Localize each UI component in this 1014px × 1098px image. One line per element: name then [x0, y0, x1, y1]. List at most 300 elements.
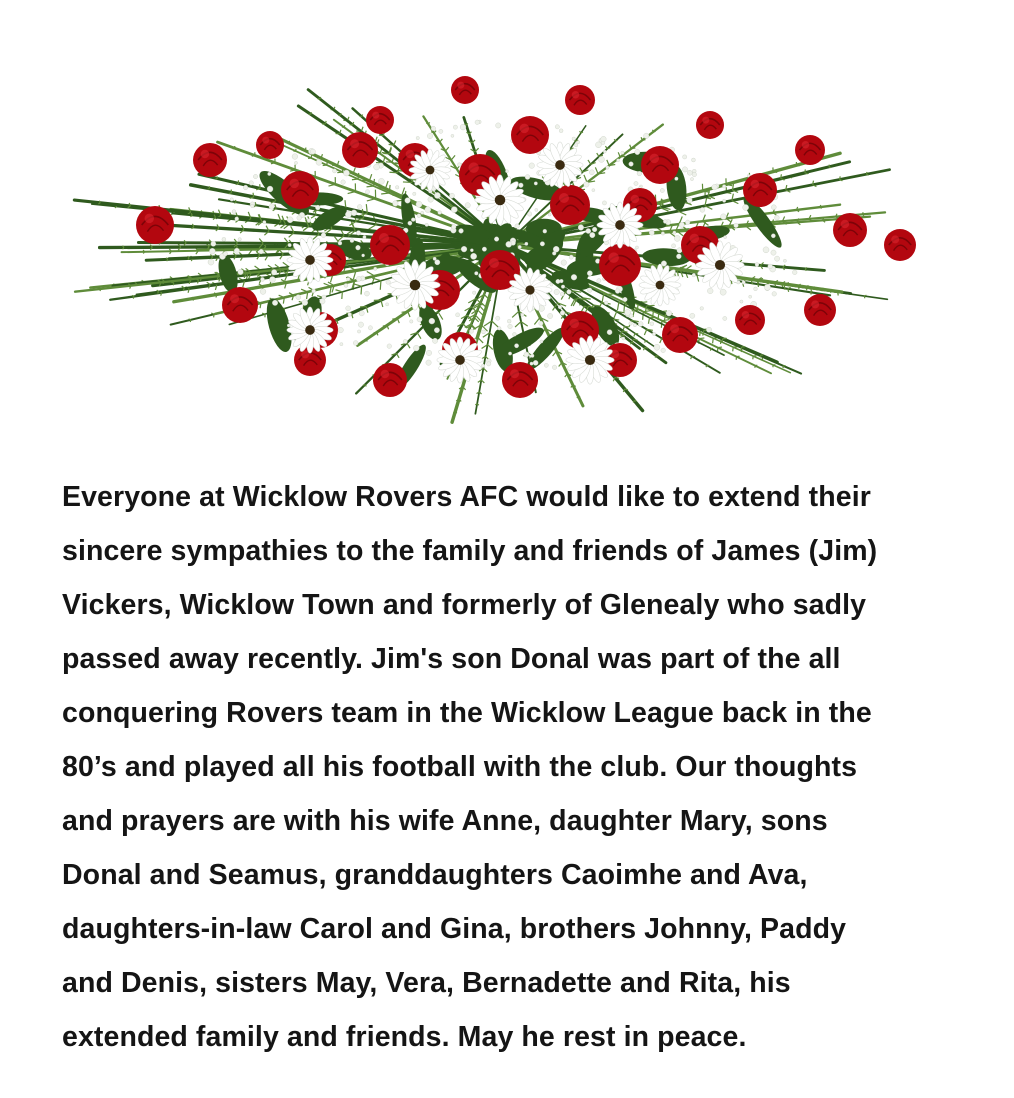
- fern-leaf: [699, 338, 704, 339]
- gypsophila-bud: [288, 243, 291, 246]
- gypsophila-bud: [508, 352, 511, 355]
- fern-leaf: [434, 131, 436, 133]
- fern-leaf: [713, 338, 714, 343]
- gypsophila-bud: [358, 322, 363, 327]
- gypsophila-bud: [561, 260, 566, 265]
- gypsophila-bud: [253, 174, 257, 178]
- fern-leaf: [358, 173, 359, 179]
- fern-leaf: [445, 147, 448, 151]
- gypsophila-bud: [692, 172, 696, 176]
- gypsophila-bud: [296, 295, 301, 300]
- gypsophila-bud: [597, 279, 601, 283]
- fern-leaf: [207, 188, 209, 189]
- fern-leaf: [652, 130, 653, 132]
- gypsophila-bud: [625, 309, 631, 315]
- fern-leaf: [512, 311, 519, 317]
- gypsophila-bud: [560, 311, 565, 316]
- gypsophila-bud: [439, 129, 443, 133]
- gypsophila-bud: [635, 149, 640, 154]
- gypsophila-bud: [451, 134, 454, 137]
- fern-leaf: [862, 212, 863, 214]
- gypsophila-bud: [512, 332, 516, 336]
- fern-leaf: [467, 315, 472, 320]
- gypsophila-bud: [294, 161, 297, 164]
- gypsophila-bud: [472, 291, 475, 294]
- gypsophila-bud: [208, 259, 214, 265]
- fern-leaf: [733, 347, 734, 351]
- gypsophila-bud: [559, 129, 563, 133]
- gypsophila-bud: [507, 319, 511, 323]
- gypsophila-bud: [393, 201, 399, 207]
- gypsophila-bud: [356, 245, 361, 250]
- gypsophila-bud: [230, 198, 233, 201]
- fern-leaf: [344, 125, 345, 127]
- gypsophila-bud: [590, 232, 595, 237]
- gypsophila-bud: [587, 271, 592, 276]
- fern-leaf: [342, 167, 343, 172]
- gypsophila-bud: [634, 181, 638, 185]
- gypsophila-bud: [540, 242, 544, 246]
- gypsophila-bud: [679, 222, 684, 227]
- gypsophila-bud: [531, 354, 535, 358]
- gypsophila-bud: [629, 162, 634, 167]
- fern-leaf: [337, 172, 342, 173]
- fern-leaf: [214, 314, 215, 317]
- fern-leaf: [158, 291, 159, 293]
- gypsophila-bud: [429, 318, 435, 324]
- fern-leaf: [652, 311, 653, 319]
- gerbera: [437, 337, 483, 383]
- fern-leaf: [660, 338, 662, 343]
- gypsophila-bud: [505, 170, 508, 173]
- gypsophila-bud: [312, 289, 316, 293]
- gypsophila-bud: [676, 254, 681, 259]
- gypsophila-bud: [460, 124, 466, 130]
- gypsophila-bud: [673, 231, 676, 234]
- gypsophila-bud: [548, 213, 551, 216]
- message-line: conquering Rovers team in the Wicklow League back in the: [62, 697, 872, 729]
- gypsophila-bud: [544, 363, 548, 367]
- gypsophila-bud: [700, 207, 705, 212]
- rose: [511, 116, 549, 154]
- gypsophila-bud: [539, 321, 543, 325]
- gypsophila-bud: [604, 301, 608, 305]
- gypsophila-bud: [652, 332, 655, 335]
- fern-leaf: [553, 351, 557, 356]
- fern-leaf: [478, 310, 483, 315]
- gypsophila-bud: [515, 224, 520, 229]
- fern-leaf: [615, 377, 619, 378]
- gypsophila-bud: [363, 235, 366, 238]
- gypsophila-bud: [411, 218, 415, 222]
- gypsophila-bud: [603, 150, 606, 153]
- gypsophila-bud: [514, 344, 518, 348]
- gerbera: [597, 202, 643, 248]
- gypsophila-bud: [771, 205, 776, 210]
- fern-leaf: [622, 335, 625, 336]
- fern-leaf: [383, 325, 387, 326]
- gypsophila-bud: [768, 264, 773, 269]
- fern-leaf: [189, 319, 191, 320]
- gypsophila-bud: [438, 211, 442, 215]
- gypsophila-bud: [416, 136, 419, 139]
- gypsophila-bud: [449, 193, 454, 198]
- gerbera: [287, 307, 333, 353]
- gypsophila-bud: [482, 330, 486, 334]
- gypsophila-bud: [783, 259, 786, 262]
- gypsophila-bud: [706, 327, 711, 332]
- gypsophila-bud: [712, 184, 718, 190]
- gypsophila-bud: [675, 177, 678, 180]
- gypsophila-bud: [209, 248, 215, 254]
- gypsophila-bud: [496, 123, 501, 128]
- fern-leaf: [706, 365, 707, 367]
- foliage: [74, 90, 889, 423]
- fern-leaf: [342, 292, 343, 299]
- gypsophila-bud: [481, 364, 485, 368]
- fern-leaf: [320, 97, 321, 99]
- fern-leaf: [614, 319, 619, 320]
- gypsophila-bud: [506, 241, 512, 247]
- fern-leaf: [369, 224, 377, 229]
- gypsophila-bud: [661, 348, 666, 353]
- fern-leaf: [741, 347, 742, 350]
- gypsophila-bud: [690, 178, 693, 181]
- gypsophila-bud: [268, 172, 271, 175]
- gypsophila-bud: [348, 313, 352, 317]
- gypsophila-bud: [602, 201, 606, 205]
- fern-leaf: [403, 182, 412, 183]
- gypsophila-bud: [586, 229, 591, 234]
- gypsophila-bud: [292, 154, 298, 160]
- gypsophila-bud: [287, 324, 290, 327]
- fern-leaf: [773, 172, 777, 173]
- gypsophila-bud: [650, 322, 654, 326]
- gypsophila-bud: [601, 136, 607, 142]
- gypsophila-bud: [524, 352, 529, 357]
- fern-leaf: [781, 174, 782, 178]
- gypsophila-bud: [574, 144, 577, 147]
- gypsophila-bud: [683, 155, 687, 159]
- gypsophila-bud: [365, 190, 369, 194]
- gypsophila-bud: [453, 125, 457, 129]
- gypsophila-bud: [403, 339, 407, 343]
- fern-leaf: [625, 326, 629, 327]
- gypsophila-bud: [533, 360, 538, 365]
- rose: [795, 135, 825, 165]
- gypsophila-bud: [550, 283, 553, 286]
- gypsophila-bud: [374, 164, 380, 170]
- gypsophila-bud: [527, 212, 531, 216]
- gypsophila-bud: [417, 317, 422, 322]
- gypsophila-bud: [427, 133, 432, 138]
- fern-leaf: [797, 165, 800, 166]
- gypsophila-bud: [556, 279, 560, 283]
- gypsophila-bud: [535, 208, 538, 211]
- gypsophila-bud: [687, 170, 692, 175]
- fern-leaf: [634, 333, 635, 336]
- fern-leaf: [407, 343, 410, 348]
- gypsophila-bud: [344, 283, 348, 287]
- fern-leaf: [607, 160, 609, 166]
- gypsophila-bud: [320, 299, 325, 304]
- fern-leaf: [352, 179, 358, 180]
- fern-leaf: [625, 389, 628, 390]
- gypsophila-bud: [386, 280, 390, 284]
- gerbera: [390, 260, 440, 310]
- rose: [804, 294, 836, 326]
- rose: [696, 111, 724, 139]
- gypsophila-bud: [723, 316, 727, 320]
- gypsophila-bud: [552, 365, 556, 369]
- gypsophila-bud: [475, 120, 480, 125]
- gypsophila-bud: [287, 217, 293, 223]
- gypsophila-bud: [249, 181, 253, 185]
- gypsophila-bud: [243, 185, 248, 190]
- gypsophila-bud: [347, 277, 350, 280]
- gypsophila-bud: [589, 170, 594, 175]
- gypsophila-bud: [357, 330, 360, 333]
- fern-leaf: [656, 356, 658, 357]
- gypsophila-bud: [772, 292, 777, 297]
- fern-leaf: [340, 113, 341, 115]
- rose: [370, 225, 410, 265]
- gypsophila-bud: [571, 274, 577, 280]
- gypsophila-bud: [469, 329, 473, 333]
- fern-leaf: [367, 271, 375, 276]
- fern-leaf: [580, 131, 581, 133]
- rose: [550, 185, 590, 225]
- fern-leaf: [645, 341, 646, 343]
- gypsophila-bud: [649, 230, 654, 235]
- gypsophila-bud: [654, 344, 660, 350]
- fern-leaf: [332, 165, 337, 166]
- gypsophila-bud: [341, 180, 346, 185]
- gypsophila-bud: [359, 311, 364, 316]
- rose: [373, 363, 407, 397]
- gypsophila-bud: [723, 199, 726, 202]
- rose: [342, 132, 378, 168]
- gypsophila-bud: [592, 227, 597, 232]
- gypsophila-bud: [356, 276, 361, 281]
- rose: [884, 229, 916, 261]
- gypsophila-bud: [771, 234, 775, 238]
- gypsophila-bud: [742, 281, 745, 284]
- gypsophila-bud: [560, 292, 564, 296]
- gypsophila-bud: [471, 253, 477, 259]
- gypsophila-bud: [690, 313, 695, 318]
- rose: [662, 317, 698, 353]
- rose: [366, 106, 394, 134]
- gypsophila-bud: [674, 235, 680, 241]
- gypsophila-bud: [508, 324, 513, 329]
- fern-leaf: [515, 322, 521, 327]
- fern-leaf: [367, 186, 374, 187]
- gypsophila-bud: [700, 307, 704, 311]
- gypsophila-bud: [638, 322, 643, 327]
- gypsophila-bud: [525, 175, 530, 180]
- gypsophila-bud: [663, 220, 667, 224]
- fern-leaf: [252, 155, 255, 156]
- gypsophila-bud: [629, 322, 633, 326]
- rose: [281, 171, 319, 209]
- fern-leaf: [386, 162, 392, 163]
- fern-leaf: [597, 153, 599, 157]
- gypsophila-bud: [764, 284, 770, 290]
- gypsophila-bud: [617, 159, 620, 162]
- gypsophila-bud: [494, 237, 499, 242]
- gypsophila-bud: [635, 246, 638, 249]
- fern-leaf: [289, 141, 290, 143]
- gypsophila-bud: [267, 186, 273, 192]
- fern-leaf: [374, 179, 375, 186]
- gypsophila-bud: [434, 192, 440, 198]
- fern-leaf: [323, 165, 327, 166]
- fern-leaf: [383, 153, 389, 154]
- fern-leaf: [617, 302, 618, 310]
- gypsophila-bud: [378, 178, 384, 184]
- gypsophila-bud: [672, 244, 676, 248]
- gypsophila-bud: [405, 198, 411, 204]
- gypsophila-bud: [661, 232, 664, 235]
- rose: [451, 76, 479, 104]
- gypsophila-bud: [434, 328, 439, 333]
- gypsophila-bud: [598, 156, 604, 162]
- gypsophila-bud: [763, 247, 769, 253]
- gypsophila-bud: [470, 249, 473, 252]
- gypsophila-bud: [525, 242, 528, 245]
- gypsophila-bud: [356, 231, 361, 236]
- gypsophila-bud: [555, 125, 559, 129]
- gypsophila-bud: [660, 188, 664, 192]
- gypsophila-bud: [353, 341, 358, 346]
- fern-leaf: [381, 193, 389, 194]
- gypsophila-bud: [238, 238, 241, 241]
- gypsophila-bud: [461, 246, 467, 252]
- gypsophila-bud: [724, 236, 727, 239]
- fern-leaf: [635, 333, 638, 334]
- fern-leaf: [193, 298, 194, 300]
- fern-leaf: [588, 160, 591, 164]
- gypsophila-bud: [606, 166, 609, 169]
- gypsophila-bud: [558, 305, 561, 308]
- gypsophila-bud: [691, 158, 695, 162]
- fern-leaf: [722, 339, 723, 343]
- gypsophila-bud: [459, 229, 464, 234]
- gypsophila-bud: [310, 149, 315, 154]
- gypsophila-bud: [498, 327, 502, 331]
- gypsophila-bud: [457, 163, 461, 167]
- gypsophila-bud: [543, 229, 547, 233]
- gypsophila-bud: [607, 330, 612, 335]
- gypsophila-bud: [755, 263, 759, 267]
- fern-leaf: [788, 289, 789, 292]
- gypsophila-bud: [387, 344, 392, 349]
- fern-leaf: [595, 167, 598, 174]
- gypsophila-bud: [316, 159, 322, 165]
- gypsophila-bud: [362, 254, 365, 257]
- fern-leaf: [648, 318, 649, 324]
- gypsophila-bud: [297, 216, 302, 221]
- gypsophila-bud: [451, 225, 456, 230]
- rose: [735, 305, 765, 335]
- gypsophila-bud: [792, 270, 797, 275]
- gerbera: [475, 175, 525, 225]
- gypsophila-bud: [386, 303, 389, 306]
- gypsophila-bud: [521, 313, 524, 316]
- fern-leaf: [645, 347, 648, 348]
- gypsophila-bud: [269, 277, 275, 283]
- gypsophila-bud: [413, 345, 419, 351]
- fern-leaf: [451, 155, 455, 160]
- fern-leaf: [829, 167, 831, 168]
- gypsophila-bud: [351, 210, 357, 216]
- gypsophila-bud: [534, 182, 537, 185]
- gypsophila-bud: [413, 192, 416, 195]
- gerbera: [287, 237, 333, 283]
- fern-leaf: [336, 290, 343, 292]
- gypsophila-bud: [259, 249, 264, 254]
- gypsophila-bud: [222, 237, 226, 241]
- gypsophila-bud: [685, 220, 690, 225]
- gypsophila-bud: [343, 170, 349, 176]
- gypsophila-bud: [315, 205, 320, 210]
- gypsophila-bud: [687, 198, 692, 203]
- gypsophila-bud: [569, 255, 573, 259]
- gypsophila-bud: [232, 210, 236, 214]
- gypsophila-bud: [743, 204, 749, 210]
- gypsophila-bud: [346, 306, 351, 311]
- gypsophila-bud: [661, 261, 666, 266]
- gypsophila-bud: [774, 256, 779, 261]
- message-line: Vickers, Wicklow Town and formerly of Glenealy who sadly: [62, 589, 867, 621]
- fern-leaf: [262, 313, 265, 314]
- fern-leaf: [614, 311, 617, 318]
- gypsophila-bud: [518, 245, 521, 248]
- gypsophila-bud: [426, 350, 431, 355]
- gypsophila-bud: [417, 214, 421, 218]
- gypsophila-bud: [368, 326, 372, 330]
- fern-leaf: [602, 295, 604, 304]
- gypsophila-bud: [416, 201, 422, 207]
- gypsophila-bud: [475, 272, 479, 276]
- gerbera: [696, 241, 744, 289]
- gypsophila-bud: [465, 203, 470, 208]
- gypsophila-bud: [734, 223, 739, 228]
- gypsophila-bud: [622, 337, 625, 340]
- rose: [222, 287, 258, 323]
- gerbera: [537, 142, 583, 188]
- rose: [502, 362, 538, 398]
- fern-leaf: [631, 148, 635, 149]
- gypsophila-bud: [425, 207, 431, 213]
- fern-leaf: [662, 320, 669, 321]
- gerbera: [508, 268, 552, 312]
- gypsophila-bud: [332, 169, 336, 173]
- gypsophila-bud: [421, 211, 424, 214]
- gypsophila-bud: [410, 320, 413, 323]
- gypsophila-bud: [692, 273, 696, 277]
- gypsophila-bud: [682, 167, 687, 172]
- fern-leaf: [492, 321, 499, 327]
- gypsophila-bud: [269, 204, 274, 209]
- gypsophila-bud: [428, 197, 434, 203]
- fern-leaf: [380, 149, 382, 154]
- fern-leaf: [644, 329, 646, 335]
- gypsophila-bud: [578, 225, 584, 231]
- gypsophila-bud: [272, 300, 277, 305]
- message-line: Donal and Seamus, granddaughters Caoimhe and Ava,: [62, 859, 808, 891]
